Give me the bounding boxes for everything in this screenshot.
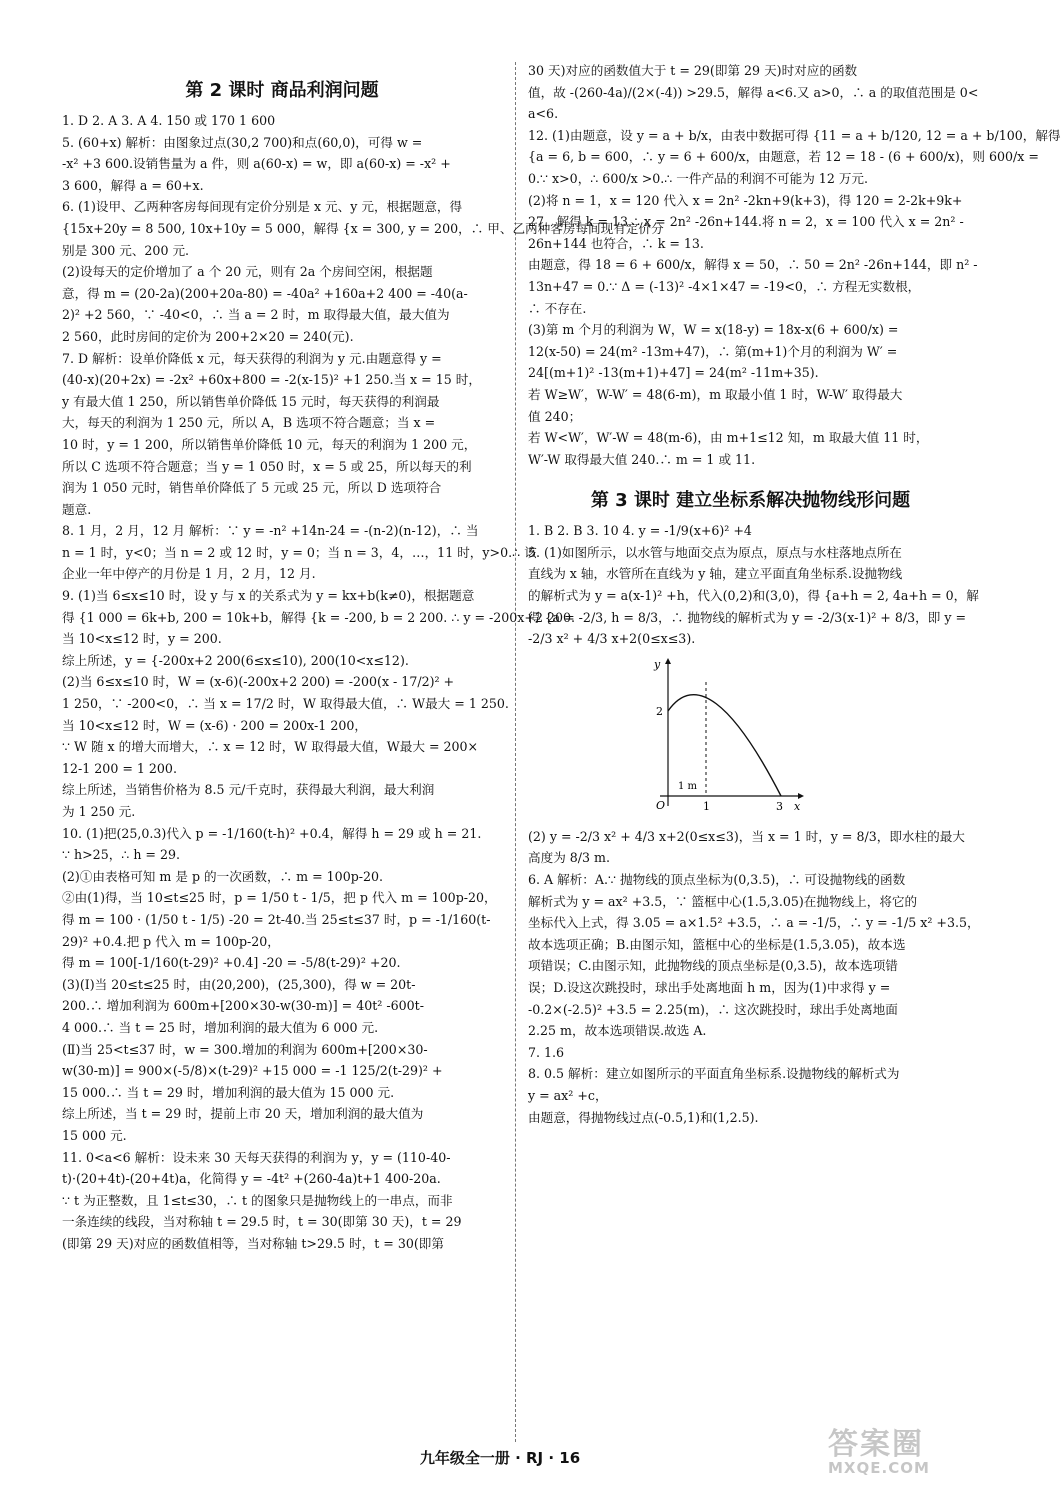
answer-line: 13n+47 = 0.∵ Δ = (-13)² -4×1×47 = -19<0，∴ 方程无实数根， xyxy=(528,278,921,294)
right-column xyxy=(528,60,1061,1128)
x-axis-arrow xyxy=(798,793,804,799)
watermark-text-top: 答案圈 xyxy=(828,1427,924,1462)
answer-line: 12-1 200 = 1 200. xyxy=(62,760,177,776)
answer-line: (2)设每天的定价增加了 a 个 20 元，则有 2a 个房间空闲，根据题 xyxy=(62,264,433,280)
section-heading-lesson-2: 第 2 课时 商品利润问题 xyxy=(185,80,379,101)
answer-line: 的解析式为 y = a(x-1)² +h，代入(0,2)和(3,0)，得 {a+h = 2, 4a+h = 0，解 xyxy=(528,588,979,604)
answer-line: 为 1 250 元. xyxy=(62,804,136,819)
answer-line: ∵ t 为正整数，且 1≤t≤30，∴ t 的图象只是抛物线上的一串点，而非 xyxy=(62,1192,453,1208)
answer-line: (2)①由表格可知 m 是 p 的一次函数，∴ m = 100p-20. xyxy=(62,868,384,884)
answer-line: {15x+20y = 8 500, 10x+10y = 5 000，解得 {x = 300, y = 200，∴ 甲、乙两种客房每间现有定价分 xyxy=(62,220,664,236)
x-tick-1-label: 1 xyxy=(703,799,710,813)
answer-line: 高度为 8/3 m. xyxy=(528,850,611,866)
answer-line: 6. A 解析：A.∵ 抛物线的顶点坐标为(0,3.5)，∴ 可设抛物线的函数 xyxy=(528,872,906,888)
answer-line: (2)将 n = 1，x = 120 代入 x = 2n² -2kn+9(k+3)，得 120 = 2-2k+9k+ xyxy=(528,192,963,208)
answer-line: 大，每天的利润为 1 250 元，所以 A，B 选项不符合题意；当 x = xyxy=(62,415,436,431)
answer-line: 2)² +2 560，∵ -40<0，∴ 当 a = 2 时，m 取得最大值，最大值为 xyxy=(62,307,450,323)
answer-line: (Ⅱ)当 25<t≤37 时，w = 300.增加的利润为 600m+[200×30- xyxy=(62,1041,428,1057)
answer-line: 综上所述，当 t = 29 时，提前上市 20 天，增加利润的最大值为 xyxy=(62,1106,424,1122)
answer-line: 值 240； xyxy=(528,408,582,424)
answer-line: t)·(20+4t)-(20+4t)a，化简得 y = -4t² +(260-4a)t+1 400-20a. xyxy=(62,1171,441,1187)
answer-line: 当 10<x≤12 时，W = (x-6) · 200 = 200x-1 200， xyxy=(62,717,367,733)
span-label: 1 m xyxy=(678,780,698,792)
answer-line: 得 m = 100[-1/160(t-29)² +0.4] -20 = -5/8(t-29)² +20. xyxy=(62,955,401,971)
answer-line: 解析式为 y = ax² +3.5，∵ 篮框中心(1.5,3.05)在抛物线上，将它的 xyxy=(528,893,918,909)
answer-line: 27，解得 k = 13.∴ x = 2n² -26n+144.将 n = 2，x = 100 代入 x = 2n² - xyxy=(528,214,964,230)
answer-line: 5. (60+x) 解析：由图象过点(30,2 700)和点(60,0)，可得 w = xyxy=(62,134,423,150)
answer-line: 9. (1)当 6≤x≤10 时，设 y 与 x 的关系式为 y = kx+b(k≠0)，根据题意 xyxy=(62,588,475,604)
answer-line: 11. 0<a<6 解析：设未来 30 天每天获得的利润为 y，y = (110-40- xyxy=(62,1149,451,1165)
answer-line: {a = 6, b = 600，∴ y = 6 + 600/x，由题意，若 12 = 18 - (6 + 600/x)，则 600/x = xyxy=(528,149,1039,165)
answer-line: 30 天)对应的函数值大于 t = 29(即第 29 天)时对应的函数 xyxy=(528,63,858,78)
answer-line: 4 000.∴ 当 t = 25 时，增加利润的最大值为 6 000 元. xyxy=(62,1019,379,1035)
answer-line: (2) y = -2/3 x² + 4/3 x+2(0≤x≤3)，当 x = 1 时，y = 8/3，即水柱的最大 xyxy=(528,828,965,844)
watermark-logo xyxy=(828,1419,978,1479)
answer-line: (即第 29 天)对应的函数值相等，当对称轴 t>29.5 时，t = 30(即第 xyxy=(62,1235,444,1251)
y-tick-label: 2 xyxy=(656,704,663,718)
column-divider xyxy=(515,62,516,1442)
answer-line: -0.2×(-2.5)² +3.5 = 2.25(m)，∴ 这次跳投时，球出手处离地面 xyxy=(528,1001,898,1017)
answer-line: 6. (1)设甲、乙两种客房每间现有定价分别是 x 元、y 元，根据题意，得 xyxy=(62,199,463,215)
answer-line: 12(x-50) = 24(m² -13m+47)，∴ 第(m+1)个月的利润为 W′ = xyxy=(528,343,898,359)
answer-line: 综上所述，y = {-200x+2 200(6≤x≤10), 200(10<x≤12). xyxy=(62,652,409,668)
answer-line: a<6. xyxy=(528,106,559,122)
answer-line: 由题意，得抛物线过点(-0.5,1)和(1,2.5). xyxy=(528,1109,759,1125)
answer-line: 12. (1)由题意，设 y = a + b/x，由表中数据可得 {11 = a + b/120, 12 = a + b/100，解得 xyxy=(528,127,1061,143)
answer-line: 0.∵ x>0，∴ 600/x >0.∴ 一件产品的利润不可能为 12 万元. xyxy=(528,170,869,186)
answer-line: 得 m = 100 · (1/50 t - 1/5) -20 = 2t-40.当 25≤t≤37 时，p = -1/160(t- xyxy=(62,911,491,927)
answer-line: y = ax² +c， xyxy=(528,1087,608,1103)
answer-line: 1. D 2. A 3. A 4. 150 或 170 1 600 xyxy=(62,113,276,128)
answer-line: ②由(1)得，当 10≤t≤25 时，p = 1/50 t - 1/5，把 p 代入 m = 100p-20， xyxy=(62,890,497,906)
answer-line: 坐标代入上式，得 3.05 = a×1.5² +3.5，∴ a = -1/5，∴ y = -1/5 x² +3.5， xyxy=(528,915,980,931)
y-axis-arrow xyxy=(665,658,671,664)
answer-line: ∵ h>25，∴ h = 29. xyxy=(62,847,181,863)
answer-line: 得 {a = -2/3, h = 8/3，∴ 抛物线的解析式为 y = -2/3(x-1)² + 8/3，即 y = xyxy=(528,609,966,625)
answer-line: 10 时，y = 1 200，所以销售单价降低 10 元，每天的利润为 1 200 元， xyxy=(62,436,477,452)
answer-line: -2/3 x² + 4/3 x+2(0≤x≤3). xyxy=(528,631,696,647)
answer-line: 意，得 m = (20-2a)(200+20a-80) = -40a² +160a+2 400 = -40(a- xyxy=(62,285,468,301)
answer-line: (40-x)(20+2x) = -2x² +60x+800 = -2(x-15)² +1 250.当 x = 15 时， xyxy=(62,372,481,388)
answer-line: 200.∴ 增加利润为 600m+[200×30-w(30-m)] = 40t² -600t- xyxy=(62,998,424,1014)
answer-line: 8. 1 月，2 月，12 月 解析：∵ y = -n² +14n-24 = -(n-2)(n-12)，∴ 当 xyxy=(62,523,479,539)
section-heading-lesson-3: 第 3 课时 建立坐标系解决抛物线形问题 xyxy=(590,490,911,512)
answer-line: W′-W 取得最大值 240.∴ m = 1 或 11. xyxy=(528,451,756,467)
y-axis-label: y xyxy=(654,657,661,671)
answer-line: 润为 1 050 元时，销售单价降低了 5 元或 25 元，所以 D 选项符合 xyxy=(62,480,442,496)
answer-line: 5. (1)如图所示，以水管与地面交点为原点，原点与水柱落地点所在 xyxy=(528,544,902,560)
answer-line: 8. 0.5 解析：建立如图所示的平面直角坐标系.设抛物线的解析式为 xyxy=(528,1066,900,1082)
answer-line: 得 {1 000 = 6k+b, 200 = 10k+b，解得 {k = -200, b = 2 200. ∴ y = -200x+2 200. xyxy=(62,609,576,625)
answer-line: 综上所述，当销售价格为 8.5 元/千克时，获得最大利润，最大利润 xyxy=(62,782,435,798)
answer-line: (3)第 m 个月的利润为 W，W = x(18-y) = 18x-x(6 + 600/x) = xyxy=(528,322,899,338)
answer-line: (3)(Ⅰ)当 20≤t≤25 时，由(20,200)，(25,300)，得 w = 20t- xyxy=(62,976,416,992)
lesson-3-answers xyxy=(528,520,979,650)
answer-line: 7. D 解析：设单价降低 x 元，每天获得的利润为 y 元.由题意得 y = xyxy=(62,350,442,366)
answer-line: 若 W<W′，W′-W = 48(m-6)，由 m+1≤12 知，m 取最大值 11 时， xyxy=(528,430,929,446)
answer-line: ∴ 不存在. xyxy=(528,300,587,316)
answer-line: 1. B 2. B 3. 10 4. y = -1/9(x+6)² +4 xyxy=(528,523,752,539)
origin-label: O xyxy=(656,798,666,812)
answer-line: 29)² +0.4.把 p 代入 m = 100p-20， xyxy=(62,933,280,949)
answer-line: 值，故 -(260-4a)/(2×(-4)) >29.5，解得 a<6.又 a>0，∴ a 的取值范围是 0< xyxy=(528,84,979,100)
answer-line: y 有最大值 1 250，所以销售单价降低 15 元时，每天获得的利润最 xyxy=(62,393,440,409)
answer-line: (2)当 6≤x≤10 时，W = (x-6)(-200x+2 200) = -200(x - 17/2)² + xyxy=(62,674,455,690)
watermark-text-bottom: MXQE.COM xyxy=(828,1459,930,1477)
x-axis-label: x xyxy=(794,799,801,813)
answer-line: 15 000 元. xyxy=(62,1127,127,1143)
answer-line: 若 W≥W′，W-W′ = 48(6-m)，m 取最小值 1 时，W-W′ 取得最大 xyxy=(528,386,903,402)
answer-line: w(30-m)] = 900×(-5/8)×(t-29)² +15 000 = -1 125/2(t-29)² + xyxy=(62,1063,443,1079)
answer-line: 15 000.∴ 当 t = 29 时，增加利润的最大值为 15 000 元. xyxy=(62,1084,395,1100)
lesson-3-answers-continued xyxy=(528,826,980,1128)
x-tick-3-label: 3 xyxy=(776,799,783,813)
answer-line: 一条连续的线段，当对称轴 t = 29.5 时，t = 30(即第 30 天)，t = 29 xyxy=(62,1214,462,1230)
answer-line: 10. (1)把(25,0.3)代入 p = -1/160(t-h)² +0.4，解得 h = 29 或 h = 21. xyxy=(62,825,482,841)
answer-line: 2 560，此时房间的定价为 200+2×20 = 240(元). xyxy=(62,328,354,344)
answer-line: 项错误；C.由图示知，此抛物线的顶点坐标是(0,3.5)，故本选项错 xyxy=(528,958,898,974)
answer-line: 别是 300 元、200 元. xyxy=(62,242,190,258)
answer-line: 题意. xyxy=(62,501,92,517)
answer-line: n = 1 时，y<0；当 n = 2 或 12 时，y = 0；当 n = 3，4，…，11 时，y>0.∴ 该 xyxy=(62,544,537,560)
answer-line: 3 600，解得 a = 60+x. xyxy=(62,177,204,193)
answer-line: ∵ W 随 x 的增大而增大，∴ x = 12 时，W 取得最大值，W最大 = 200× xyxy=(62,739,479,755)
answer-line: 企业一年中停产的月份是 1 月，2 月，12 月. xyxy=(62,566,316,582)
answer-line: 26n+144 也符合，∴ k = 13. xyxy=(528,235,704,251)
answer-line: 所以 C 选项不符合题意；当 y = 1 050 时，x = 5 或 25，所以每天的利 xyxy=(62,458,472,474)
answer-line: 误；D.设这次跳投时，球出手处离地面 h m，因为(1)中求得 y = xyxy=(528,980,891,995)
answer-line: 故本选项正确；B.由图示知，篮框中心的坐标是(1.5,3.05)，故本选 xyxy=(528,936,906,952)
answer-line: 2.25 m，故本选项错误.故选 A. xyxy=(528,1023,707,1039)
parabola-graph xyxy=(648,656,808,816)
answer-line: 由题意，得 18 = 6 + 600/x，解得 x = 50，∴ 50 = 2n² -26n+144，即 n² - xyxy=(528,257,978,273)
right-answers-continued xyxy=(528,60,1061,470)
answer-line: 24[(m+1)² -13(m+1)+47] = 24(m² -11m+35). xyxy=(528,365,819,381)
answer-line: -x² +3 600.设销售量为 a 件，则 a(60-x) = w，即 a(60-x) = -x² + xyxy=(62,156,451,172)
page-footer: 九年级全一册 · RJ · 16 xyxy=(419,1449,581,1467)
answer-line: 当 10<x≤12 时，y = 200. xyxy=(62,631,222,647)
answer-line: 7. 1.6 xyxy=(528,1044,565,1060)
answer-line: 1 250，∵ -200<0，∴ 当 x = 17/2 时，W 取得最大值，∴ W最大 = 1 250. xyxy=(62,696,509,712)
answer-line: 直线为 x 轴，水管所在直线为 y 轴，建立平面直角坐标系.设抛物线 xyxy=(528,566,903,582)
